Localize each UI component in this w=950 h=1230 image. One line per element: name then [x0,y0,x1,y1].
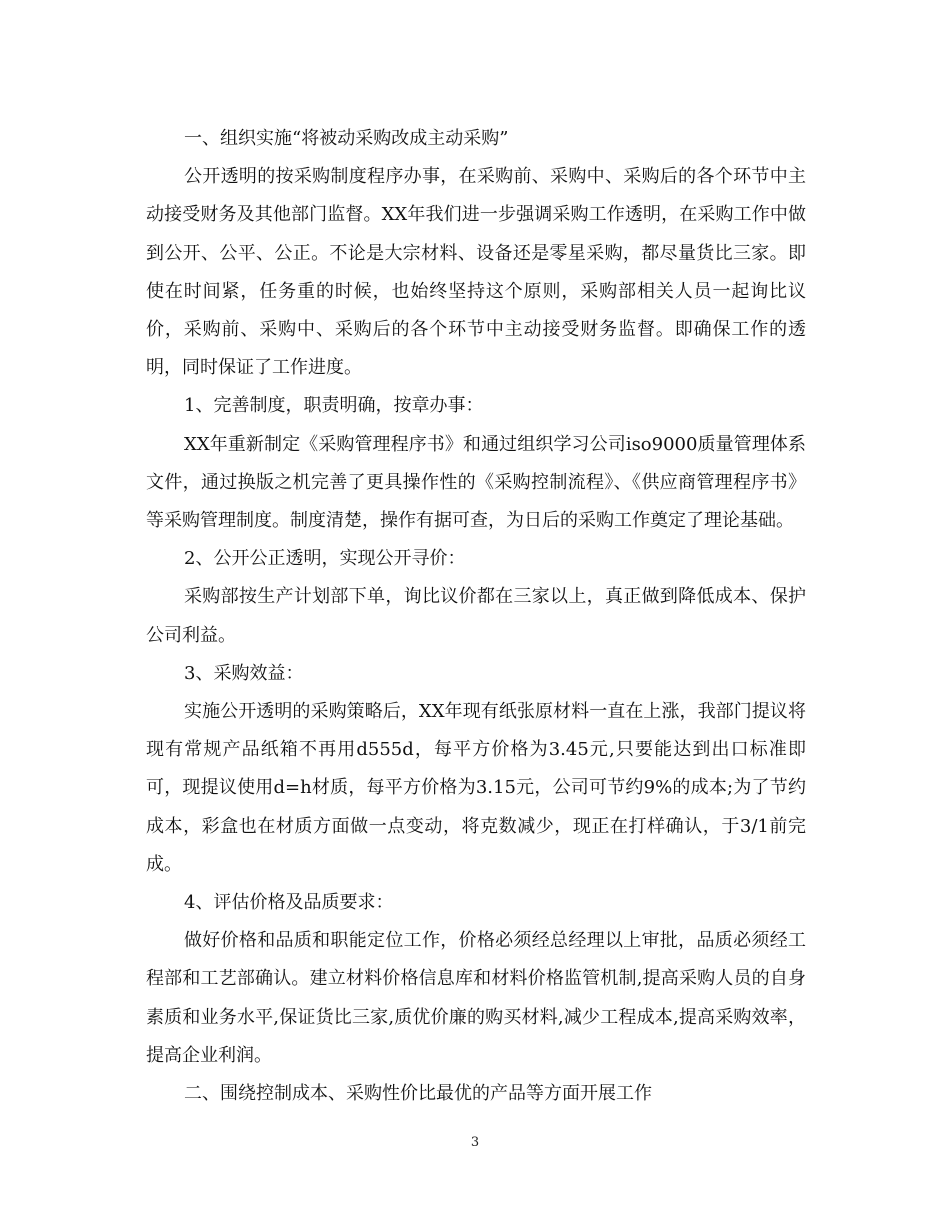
body-paragraph: 实施公开透明的采购策略后，XX年现有纸张原材料一直在上涨，我部门提议将现有常规产品纸箱不再用d555d，每平方价格为3.45元,只要能达到出口标准即可，现提议使用d=h材质，每平方价格为3.15元，公司可节约9%的成本;为了节约成本，彩盒也在材质方面做一点变动，将克数减少，现正在打样确认，于3/1前完成。 [146,701,806,875]
subheading-3: 3、采购效益： [184,662,304,684]
body-paragraph: XX年重新制定《采购管理程序书》和通过组织学习公司iso9000质量管理体系文件，通过换版之机完善了更具操作性的《采购控制流程》、《供应商管理程序书》等采购管理制度。制度清楚，操作有据可查，为日后的采购工作奠定了理论基础。 [146,433,806,532]
section-heading-2: 二、围绕控制成本、采购性价比最优的产品等方面开展工作 [184,1083,652,1105]
body-paragraph: 采购部按生产计划部下单，询比议价都在三家以上，真正做到降低成本、保护公司利益。 [146,586,806,646]
body-paragraph: 做好价格和品质和职能定位工作，价格必须经总经理以上审批，品质必须经工程部和工艺部确认。建立材料价格信息库和材料价格监管机制,提高采购人员的自身素质和业务水平,保证货比三家,质优价廉的购买材料,减少工程成本,提高采购效率，提高企业利润。 [146,930,806,1066]
subheading-2: 2、公开公正透明，实现公开寻价： [184,548,466,570]
body-paragraph: 公开透明的按采购制度程序办事，在采购前、采购中、采购后的各个环节中主动接受财务及其他部门监督。XX年我们进一步强调采购工作透明，在采购工作中做到公开、公平、公正。不论是大宗材料、设备还是零星采购，都尽量货比三家。即使在时间紧，任务重的时候，也始终坚持这个原则，采购部相关人员一起询比议价，采购前、采购中、采购后的各个环节中主动接受财务监督。即确保工作的透明，同时保证了工作进度。 [146,166,806,379]
document-body [146,120,806,1113]
page-number: 3 [470,1135,480,1150]
section-heading-1: 一、组织实施“将被动采购改成主动采购” [184,128,509,149]
subheading-1: 1、完善制度，职责明确，按章办事： [184,395,484,417]
subheading-4: 4、评估价格及品质要求： [184,892,394,914]
